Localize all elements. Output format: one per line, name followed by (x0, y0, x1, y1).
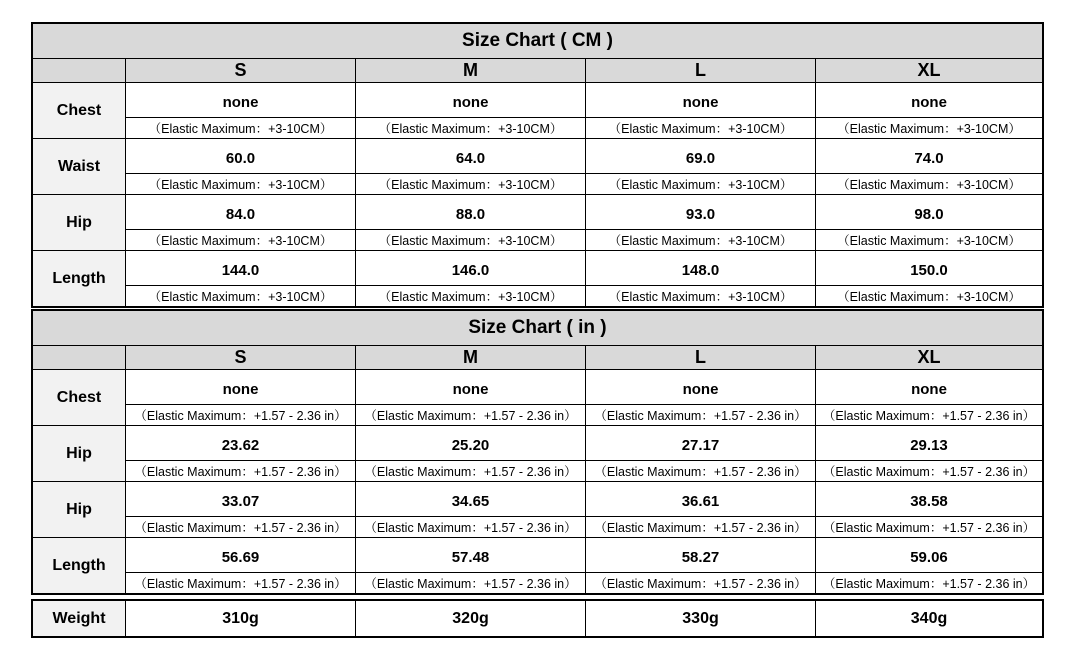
cell-note: （Elastic Maximum：+1.57 - 2.36 in） (126, 460, 355, 481)
table-cell (126, 83, 356, 138)
cell-value: 74.0 (914, 149, 944, 167)
table-row (33, 370, 1042, 426)
table-cell (126, 195, 356, 250)
table-cell (586, 426, 816, 481)
cell-note: （Elastic Maximum：+3-10CM） (126, 173, 355, 194)
cell-note: （Elastic Maximum：+1.57 - 2.36 in） (586, 460, 815, 481)
table-cell (126, 251, 356, 306)
cell-value: 56.69 (221, 548, 260, 566)
size-header-s: S (126, 346, 356, 369)
table-cell (586, 139, 816, 194)
table-cell (126, 482, 356, 537)
cell-value: none (682, 93, 719, 111)
cell-note: （Elastic Maximum：+1.57 - 2.36 in） (126, 572, 355, 593)
weight-value-s: 310g (126, 601, 356, 636)
size-chart-in-title: Size Chart ( in ) (33, 311, 1042, 346)
table-cell (356, 370, 586, 425)
cell-value: 23.62 (221, 436, 260, 454)
cell-value: 98.0 (914, 205, 944, 223)
cell-note: （Elastic Maximum：+1.57 - 2.36 in） (816, 572, 1042, 593)
table-cell (816, 195, 1042, 250)
cell-value: 36.61 (681, 492, 720, 510)
weight-value-m: 320g (356, 601, 586, 636)
cell-note: （Elastic Maximum：+1.57 - 2.36 in） (816, 404, 1042, 425)
cell-value: 38.58 (910, 492, 948, 510)
size-header-xl: XL (917, 347, 941, 367)
cell-value: none (911, 93, 947, 111)
cell-note: （Elastic Maximum：+3-10CM） (356, 229, 585, 250)
table-cell (816, 83, 1042, 138)
cell-note: （Elastic Maximum：+3-10CM） (586, 229, 815, 250)
table-cell (816, 426, 1042, 481)
size-header-s: S (126, 59, 356, 82)
size-header-l: L (586, 59, 816, 82)
cell-note: （Elastic Maximum：+3-10CM） (356, 117, 585, 138)
header-corner-cell (33, 59, 126, 82)
cell-value: none (222, 380, 259, 398)
table-cell (356, 83, 586, 138)
row-label: Hip (33, 482, 126, 537)
cell-value: 144.0 (221, 261, 260, 279)
cell-value: 34.65 (451, 492, 490, 510)
size-header-m: M (356, 59, 586, 82)
size-header-xl: XL (917, 60, 941, 80)
size-chart-cm-title: Size Chart ( CM ) (33, 24, 1042, 59)
row-label: Hip (33, 195, 126, 250)
cell-note: （Elastic Maximum：+1.57 - 2.36 in） (126, 516, 355, 537)
row-label: Waist (33, 139, 126, 194)
cell-note: （Elastic Maximum：+1.57 - 2.36 in） (126, 404, 355, 425)
cell-note: （Elastic Maximum：+3-10CM） (816, 229, 1042, 250)
cell-note: （Elastic Maximum：+3-10CM） (126, 285, 355, 306)
table-cell (586, 251, 816, 306)
size-header-row (33, 346, 1042, 370)
cell-value: none (222, 93, 259, 111)
table-cell (586, 195, 816, 250)
cell-value: 58.27 (681, 548, 720, 566)
table-cell (586, 538, 816, 593)
cell-value: 25.20 (451, 436, 490, 454)
cell-note: （Elastic Maximum：+3-10CM） (356, 285, 585, 306)
table-cell (126, 370, 356, 425)
size-header-m: M (356, 346, 586, 369)
row-label: Chest (33, 83, 126, 138)
table-row (33, 482, 1042, 538)
cell-note: （Elastic Maximum：+3-10CM） (126, 229, 355, 250)
table-cell (586, 370, 816, 425)
cell-note: （Elastic Maximum：+3-10CM） (816, 173, 1042, 194)
cell-value: 59.06 (910, 548, 948, 566)
row-label: Hip (33, 426, 126, 481)
cell-note: （Elastic Maximum：+3-10CM） (126, 117, 355, 138)
table-cell (586, 83, 816, 138)
cell-note: （Elastic Maximum：+1.57 - 2.36 in） (356, 460, 585, 481)
size-chart-cm (31, 22, 1044, 308)
cell-note: （Elastic Maximum：+3-10CM） (356, 173, 585, 194)
size-header-row (33, 59, 1042, 83)
cell-note: （Elastic Maximum：+1.57 - 2.36 in） (816, 516, 1042, 537)
table-cell (816, 139, 1042, 194)
table-cell (816, 370, 1042, 425)
weight-label: Weight (33, 601, 126, 636)
cell-value: 84.0 (225, 205, 256, 223)
cell-value: 146.0 (451, 261, 490, 279)
size-chart-in (31, 309, 1044, 595)
cell-value: none (452, 93, 489, 111)
table-cell (356, 195, 586, 250)
table-cell (816, 251, 1042, 306)
table-cell (356, 426, 586, 481)
cell-value: 29.13 (910, 436, 948, 454)
cell-note: （Elastic Maximum：+1.57 - 2.36 in） (586, 404, 815, 425)
table-cell (126, 139, 356, 194)
table-cell (356, 139, 586, 194)
table-cell (586, 482, 816, 537)
table-row (33, 426, 1042, 482)
row-label: Chest (33, 370, 126, 425)
cell-value: 88.0 (455, 205, 486, 223)
table-row (33, 251, 1042, 306)
cell-value: 64.0 (455, 149, 486, 167)
cell-note: （Elastic Maximum：+3-10CM） (816, 285, 1042, 306)
size-header-l: L (586, 346, 816, 369)
table-cell (816, 482, 1042, 537)
table-row (33, 83, 1042, 139)
cell-value: 93.0 (685, 205, 716, 223)
table-cell (356, 251, 586, 306)
cell-value: 27.17 (681, 436, 720, 454)
weight-table (31, 599, 1044, 638)
table-row (33, 139, 1042, 195)
cell-note: （Elastic Maximum：+3-10CM） (586, 285, 815, 306)
cell-note: （Elastic Maximum：+1.57 - 2.36 in） (586, 572, 815, 593)
cell-note: （Elastic Maximum：+1.57 - 2.36 in） (356, 516, 585, 537)
table-cell (126, 426, 356, 481)
cell-value: 33.07 (221, 492, 260, 510)
cell-value: none (452, 380, 489, 398)
cell-note: （Elastic Maximum：+3-10CM） (586, 117, 815, 138)
cell-value: none (911, 380, 947, 398)
weight-value-xl: 340g (910, 609, 948, 627)
cell-note: （Elastic Maximum：+1.57 - 2.36 in） (816, 460, 1042, 481)
row-label: Length (33, 251, 126, 306)
table-row (33, 538, 1042, 593)
table-cell (356, 538, 586, 593)
weight-value-l: 330g (586, 601, 816, 636)
cell-value: 69.0 (685, 149, 716, 167)
cell-value: 60.0 (225, 149, 256, 167)
cell-value: 150.0 (910, 261, 948, 279)
table-cell (126, 538, 356, 593)
cell-value: 148.0 (681, 261, 720, 279)
cell-note: （Elastic Maximum：+3-10CM） (586, 173, 815, 194)
table-row (33, 195, 1042, 251)
table-cell (816, 538, 1042, 593)
row-label: Length (33, 538, 126, 593)
cell-note: （Elastic Maximum：+3-10CM） (816, 117, 1042, 138)
table-cell (356, 482, 586, 537)
cell-value: none (682, 380, 719, 398)
cell-note: （Elastic Maximum：+1.57 - 2.36 in） (356, 572, 585, 593)
cell-note: （Elastic Maximum：+1.57 - 2.36 in） (356, 404, 585, 425)
header-corner-cell (33, 346, 126, 369)
cell-note: （Elastic Maximum：+1.57 - 2.36 in） (586, 516, 815, 537)
cell-value: 57.48 (451, 548, 490, 566)
